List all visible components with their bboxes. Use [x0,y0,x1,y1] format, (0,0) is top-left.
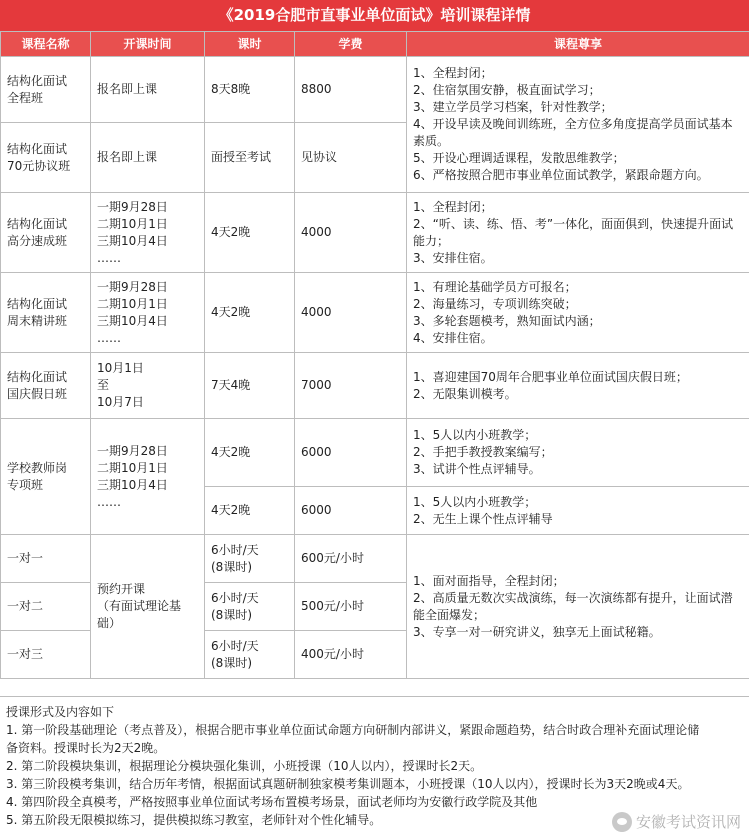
course-hours: 4天2晚 [205,193,295,273]
course-name: 结构化面试 周末精讲班 [1,273,91,353]
header-course-name: 课程名称 [1,32,91,57]
course-hours: 7天4晚 [205,353,295,419]
header-start-time: 开课时间 [91,32,205,57]
course-fee: 500元/小时 [295,583,407,631]
header-benefits: 课程尊享 [407,32,749,57]
watermark-text: 安徽考试资讯网 [635,813,741,831]
course-fee: 8800 [295,57,407,123]
course-fee: 7000 [295,353,407,419]
start-time: 预约开课 （有面试理论基 础） [91,535,205,679]
course-name: 结构化面试 70元协议班 [1,123,91,193]
wechat-icon [612,812,632,832]
course-fee: 400元/小时 [295,631,407,679]
notes-line: 5. 第五阶段无限模拟练习，提供模拟练习教室，老师针对个性化辅导。 [6,813,382,827]
course-hours: 4天2晚 [205,487,295,535]
start-time: 报名即上课 [91,57,205,123]
start-time: 一期9月28日 二期10月1日 三期10月4日 …… [91,419,205,535]
course-name: 结构化面试 国庆假日班 [1,353,91,419]
header-fee: 学费 [295,32,407,57]
course-hours: 4天2晚 [205,419,295,487]
course-benefits: 1、全程封闭； 2、住宿氛围安静，极直面试学习； 3、建立学员学习档案，针对性教学； 4、开设早读及晚间训练班，全方位多角度提高学员面试基本素质。 5、开设心理调适课程，发散思维教学； 6、严格按照合肥市事业单位面试教学，紧跟命题方向。 [407,57,749,193]
course-fee: 4000 [295,273,407,353]
course-fee: 4000 [295,193,407,273]
course-hours: 4天2晚 [205,273,295,353]
table-row [1,353,749,419]
course-name: 一对三 [1,631,91,679]
table-row [1,273,749,353]
notes-line: 备资料。授课时长为2天2晚。 [6,741,166,755]
page-title: 《2019合肥市直事业单位面试》培训课程详情 [0,0,749,31]
notes-line: 4. 第四阶段全真模考，严格按照事业单位面试考场布置模考场景，面试老师均为安徽行政学院及其他 [6,795,538,809]
course-hours: 8天8晚 [205,57,295,123]
course-name: 一对二 [1,583,91,631]
course-fee: 6000 [295,487,407,535]
table-row [1,193,749,273]
start-time: 一期9月28日 二期10月1日 三期10月4日 …… [91,193,205,273]
course-name: 学校教师岗 专项班 [1,419,91,535]
course-hours: 6小时/天 (8课时) [205,535,295,583]
course-benefits: 1、5人以内小班教学； 2、无生上课个性点评辅导 [407,487,749,535]
course-benefits: 1、全程封闭； 2、“听、读、练、悟、考”一体化，面面俱到，快速提升面试能力； 3、安排住宿。 [407,193,749,273]
table-row [1,57,749,123]
notes-line: 2. 第二阶段模块集训，根据理论分模块强化集训，小班授课（10人以内），授课时长2天。 [6,759,483,773]
notes-line: 1. 第一阶段基础理论（考点普及），根据合肥市事业单位面试命题方向研制内部讲义，紧跟命题趋势，结合时政合理补充面试理论储 [6,723,700,737]
course-fee: 600元/小时 [295,535,407,583]
notes-line: 3. 第三阶段模考集训，结合历年考情，根据面试真题研制独家模考集训题本，小班授课（10人以内），授课时长为3天2晚或4天。 [6,777,690,791]
header-row [1,32,749,57]
start-time: 报名即上课 [91,123,205,193]
course-hours: 面授至考试 [205,123,295,193]
course-benefits: 1、喜迎建国70周年合肥事业单位面试国庆假日班； 2、无限集训模考。 [407,353,749,419]
course-name: 结构化面试 全程班 [1,57,91,123]
header-hours: 课时 [205,32,295,57]
course-fee: 6000 [295,419,407,487]
course-name: 结构化面试 高分速成班 [1,193,91,273]
watermark [612,811,741,832]
course-name: 一对一 [1,535,91,583]
course-table [0,31,749,679]
notes-heading: 授课形式及内容如下 [6,705,115,719]
start-time: 一期9月28日 二期10月1日 三期10月4日 …… [91,273,205,353]
table-row [1,419,749,487]
course-benefits: 1、有理论基础学员方可报名； 2、海量练习，专项训练突破； 3、多轮套题模考，熟知面试内涵； 4、安排住宿。 [407,273,749,353]
start-time: 10月1日 至 10月7日 [91,353,205,419]
course-benefits: 1、面对面指导，全程封闭； 2、高质量无数次实战演练，每一次演练都有提升，让面试潜能全面爆发； 3、专享一对一研究讲义，独享无上面试秘籍。 [407,535,749,679]
course-hours: 6小时/天 (8课时) [205,631,295,679]
table-row [1,535,749,583]
course-fee: 见协议 [295,123,407,193]
course-hours: 6小时/天 (8课时) [205,583,295,631]
course-benefits: 1、5人以内小班教学； 2、手把手教授教案编写； 3、试讲个性点评辅导。 [407,419,749,487]
